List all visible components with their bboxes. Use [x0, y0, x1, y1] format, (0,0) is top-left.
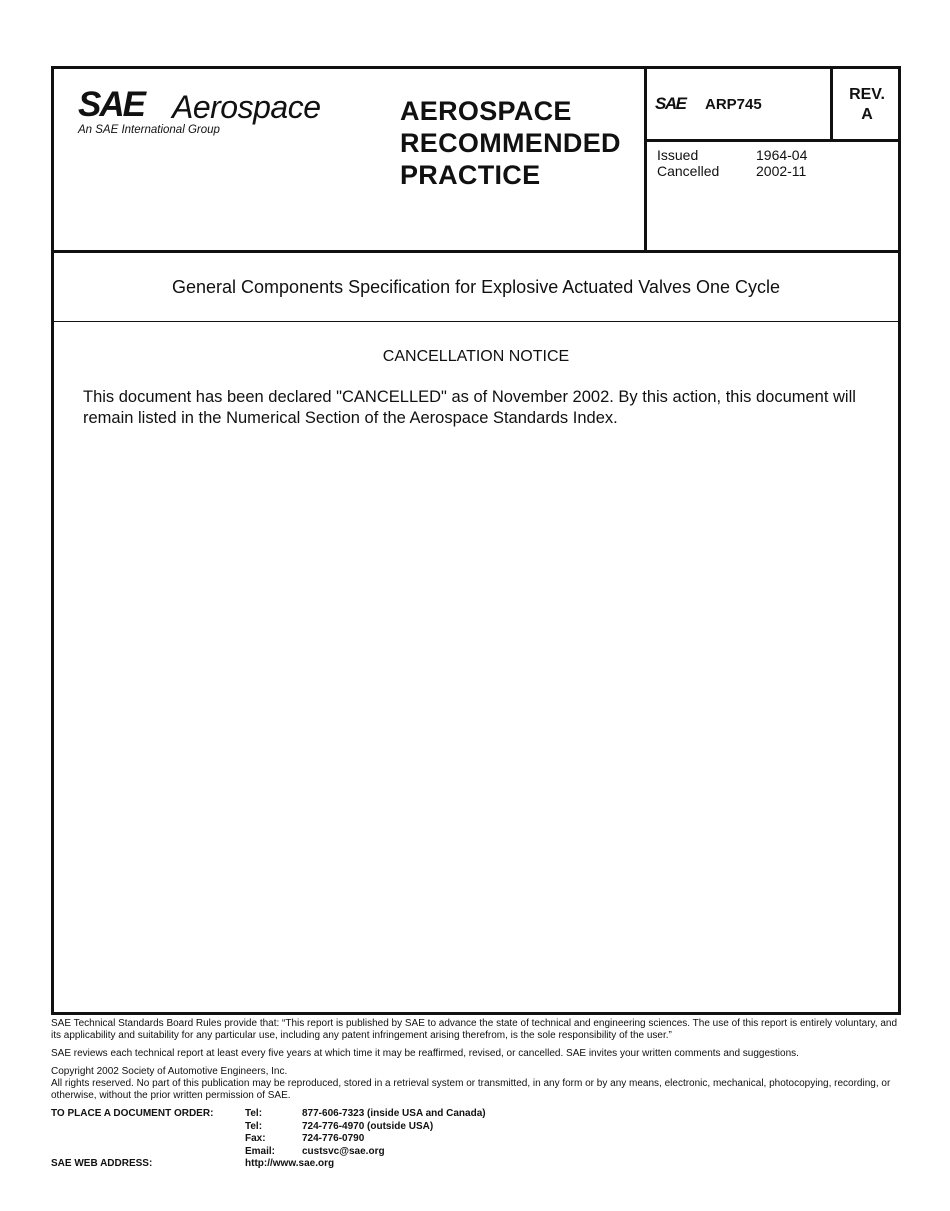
title-line: RECOMMENDED — [400, 128, 621, 158]
contact-type: Email: — [245, 1145, 276, 1157]
document-type-title — [400, 95, 640, 191]
revision-cell — [830, 69, 901, 142]
revision-label: REV. — [849, 86, 885, 103]
order-label: TO PLACE A DOCUMENT ORDER: — [51, 1108, 214, 1119]
web-address-link[interactable]: http://www.sae.org — [245, 1158, 335, 1169]
notice-body: This document has been declared "CANCELLED" as of November 2002. By this action, this document will remain listed in the Numerical Section of the Aerospace Standards Index. — [83, 388, 856, 427]
notice-heading: CANCELLATION NOTICE — [382, 348, 570, 365]
document-subject: General Components Specification for Explosive Actuated Valves One Cycle — [54, 253, 898, 322]
logo-tagline: An SAE International Group — [78, 124, 220, 136]
revision-value: A — [861, 106, 873, 123]
sae-small-logo: SAE — [655, 94, 686, 113]
logo-name: Aerospace — [172, 89, 321, 125]
logo-cell — [54, 69, 394, 250]
footer-rules: SAE Technical Standards Board Rules provide that: “This report is published by SAE to advance the state of technical and engineering sciences. The use of this report is entirely voluntary, and its applicability and suitability for any particular use, including any patent infringement arising therefrom, is the sole responsibility of the user.” — [51, 1018, 898, 1041]
contact-value: 877-606-7323 (inside USA and Canada) — [302, 1108, 486, 1119]
date-label: Cancelled — [657, 163, 720, 179]
footer-review: SAE reviews each technical report at least every five years at which time it may be reaffirmed, revised, or cancelled. SAE invites your written comments and suggestions. — [51, 1048, 799, 1059]
header — [54, 69, 898, 253]
order-row — [51, 1146, 901, 1159]
issued-date-row — [657, 147, 807, 163]
sae-aerospace-logo — [78, 87, 338, 137]
date-label: Issued — [657, 147, 699, 163]
order-info — [51, 1108, 901, 1171]
web-label: SAE WEB ADDRESS: — [51, 1158, 153, 1169]
date-value: 2002-11 — [756, 163, 807, 179]
footer — [51, 1018, 901, 1171]
cancelled-date-row — [657, 163, 806, 179]
document-number: ARP745 — [705, 96, 762, 113]
contact-type: Tel: — [245, 1120, 263, 1132]
contact-type: Tel: — [245, 1108, 263, 1119]
dates-cell — [644, 142, 901, 250]
date-value: 1964-04 — [756, 147, 808, 163]
footer-rights: All rights reserved. No part of this publication may be reproduced, stored in a retrieval system or transmitted, in any form or by any means, electronic, mechanical, photocopying, recording, or otherwise, without the prior written permission of SAE. — [51, 1078, 891, 1101]
order-row — [51, 1108, 901, 1121]
contact-value: 724-776-0790 — [302, 1133, 365, 1144]
logo-brand: SAE — [78, 85, 144, 124]
order-row — [51, 1158, 901, 1171]
title-line: PRACTICE — [400, 160, 541, 190]
footer-copyright: Copyright 2002 Society of Automotive Engineers, Inc. — [51, 1066, 288, 1077]
contact-type: Fax: — [245, 1133, 266, 1144]
title-line: AEROSPACE — [400, 96, 572, 126]
contact-value: 724-776-4970 (outside USA) — [302, 1120, 434, 1132]
order-row — [51, 1121, 901, 1134]
document-frame — [51, 66, 901, 1015]
document-id-cell — [644, 69, 830, 142]
order-row — [51, 1133, 901, 1146]
email-link[interactable]: custsvc@sae.org — [302, 1145, 385, 1157]
